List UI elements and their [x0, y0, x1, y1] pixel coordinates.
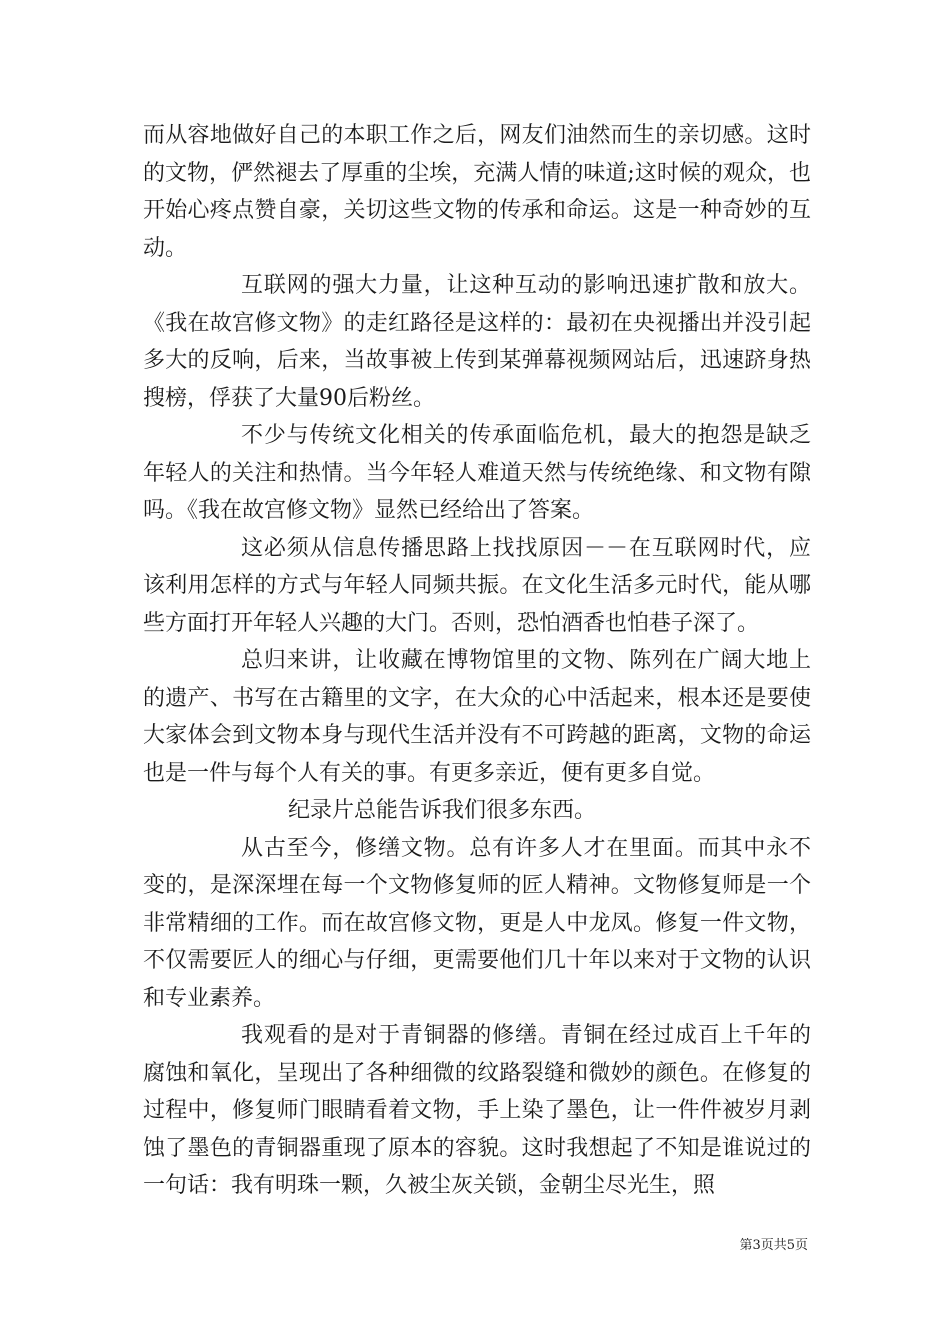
paragraph-4: 这必须从信息传播思路上找找原因－－在互联网时代，应该利用怎样的方式与年轻人同频共振。在文化生活多元时代，能从哪些方面打开年轻人兴趣的大门。否则，恐怕酒香也怕巷子深了。	[143, 535, 811, 636]
page-number-footer: 第3页共5页	[739, 1238, 808, 1253]
paragraph-2: 互联网的强大力量，让这种互动的影响迅速扩散和放大。《我在故宫修文物》的走红路径是这样的：最初在央视播出并没引起多大的反响，后来，当故事被上传到某弹幕视频网站后，迅速跻身热搜榜，俘获了大量90后粉丝。	[143, 273, 811, 411]
paragraph-7: 从古至今，修缮文物。总有许多人才在里面。而其中永不变的，是深深埋在每一个文物修复师的匠人精神。文物修复师是一个非常精细的工作。而在故宫修文物，更是人中龙凤。修复一件文物，不仅需要匠人的细心与仔细，更需要他们几十年以来对于文物的认识和专业素养。	[143, 835, 811, 1011]
paragraph-6: 纪录片总能告诉我们很多东西。	[288, 798, 597, 823]
paragraph-3: 不少与传统文化相关的传承面临危机，最大的抱怨是缺乏年轻人的关注和热情。当今年轻人难道天然与传统绝缘、和文物有隙吗。《我在故宫修文物》显然已经给出了答案。	[143, 423, 811, 523]
paragraph-1: 而从容地做好自己的本职工作之后，网友们油然而生的亲切感。这时的文物，俨然褪去了厚重的尘埃，充满人情的味道;这时候的观众，也开始心疼点赞自豪，关切这些文物的传承和命运。这是一种奇妙的互动。	[143, 123, 811, 261]
paragraph-5: 总归来讲，让收藏在博物馆里的文物、陈列在广阔大地上的遗产、书写在古籍里的文字，在大众的心中活起来，根本还是要使大家体会到文物本身与现代生活并没有不可跨越的距离，文物的命运也是一件与每个人有关的事。有更多亲近，便有更多自觉。	[143, 648, 811, 786]
document-body	[143, 117, 811, 1205]
paragraph-8: 我观看的是对于青铜器的修缮。青铜在经过成百上千年的腐蚀和氧化，呈现出了各种细微的纹路裂缝和微妙的颜色。在修复的过程中，修复师门眼睛看着文物，手上染了墨色，让一件件被岁月剥蚀了墨色的青铜器重现了原本的容貌。这时我想起了不知是谁说过的一句话：我有明珠一颗，久被尘灰关锁，金朝尘尽光生，照	[143, 1023, 811, 1198]
